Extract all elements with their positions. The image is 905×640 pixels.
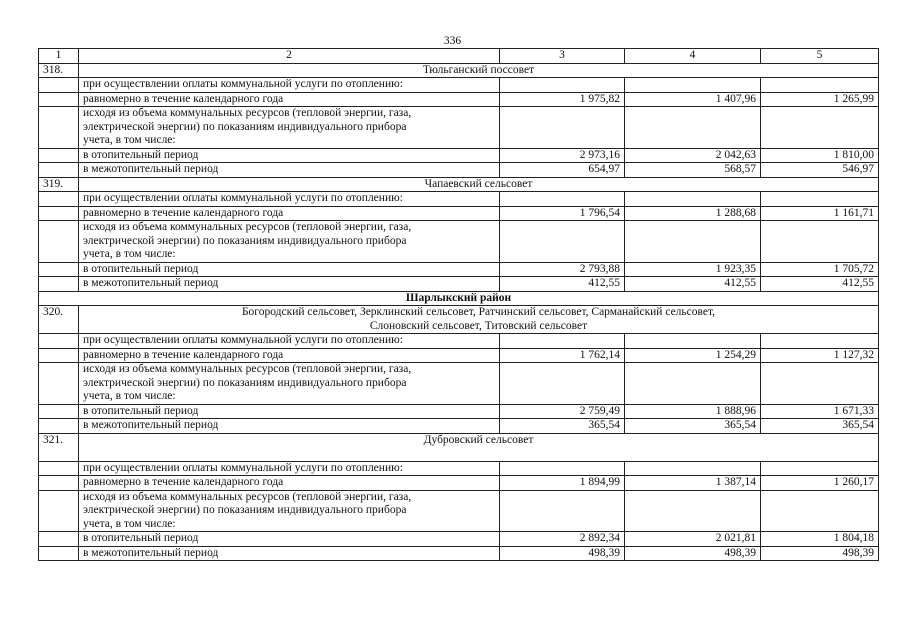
table-row <box>39 192 879 207</box>
row-label: равномерно в течение календарного года <box>79 92 500 107</box>
value-col-4: 498,39 <box>625 546 761 561</box>
table-row <box>39 92 879 107</box>
table-row <box>39 277 879 292</box>
value-col-3: 2 892,34 <box>500 532 625 547</box>
row-number-empty <box>39 461 79 476</box>
row-label <box>79 490 500 532</box>
cell-text-line: исходя из объема коммунальных ресурсов (тепловой энергии, газа, <box>83 363 412 375</box>
row-number: 319. <box>39 177 79 192</box>
row-label: в межотопительный период <box>79 277 500 292</box>
row-number-empty <box>39 163 79 178</box>
row-number: 320. <box>39 306 79 334</box>
row-number-empty <box>39 148 79 163</box>
row-label: в межотопительный период <box>79 419 500 434</box>
value-empty <box>500 221 625 263</box>
row-number-empty <box>39 404 79 419</box>
value-col-4: 568,57 <box>625 163 761 178</box>
value-empty <box>500 107 625 149</box>
column-header-row <box>39 49 879 64</box>
value-col-5: 546,97 <box>761 163 879 178</box>
value-empty <box>625 221 761 263</box>
table-row <box>39 348 879 363</box>
value-empty <box>625 490 761 532</box>
row-label: равномерно в течение календарного года <box>79 348 500 363</box>
row-number-empty <box>39 92 79 107</box>
table-row <box>39 546 879 561</box>
value-empty <box>500 78 625 93</box>
value-empty <box>761 221 879 263</box>
table-row <box>39 490 879 532</box>
tariff-table <box>38 48 879 561</box>
row-number-empty <box>39 206 79 221</box>
row-number-empty <box>39 277 79 292</box>
section-row <box>39 433 879 461</box>
row-label <box>79 107 500 149</box>
cell-text-line: учета, в том числе: <box>83 248 176 260</box>
district-row <box>39 291 879 306</box>
row-label: при осуществлении оплаты коммунальной услуги по отоплению: <box>79 192 500 207</box>
value-col-3: 498,39 <box>500 546 625 561</box>
table-row <box>39 334 879 349</box>
row-number-empty <box>39 107 79 149</box>
value-col-4: 1 923,35 <box>625 262 761 277</box>
value-col-5: 1 265,99 <box>761 92 879 107</box>
cell-text-line: электрической энергии) по показаниям индивидуального прибора <box>83 376 407 389</box>
cell-text-line: электрической энергии) по показаниям индивидуального прибора <box>83 504 407 516</box>
table-row <box>39 78 879 93</box>
section-title <box>79 433 879 461</box>
table-row <box>39 221 879 263</box>
table-row <box>39 206 879 221</box>
row-number-empty <box>39 490 79 532</box>
section-row <box>39 177 879 192</box>
value-col-5: 365,54 <box>761 419 879 434</box>
value-empty <box>761 363 879 405</box>
row-label: равномерно в течение календарного года <box>79 476 500 491</box>
value-col-4: 412,55 <box>625 277 761 292</box>
value-empty <box>500 334 625 349</box>
table-row <box>39 532 879 547</box>
cell-text-line: учета, в том числе: <box>83 390 176 402</box>
table-row <box>39 461 879 476</box>
table-row <box>39 262 879 277</box>
value-col-4: 1 254,29 <box>625 348 761 363</box>
row-label: в межотопительный период <box>79 546 500 561</box>
cell-text-line: исходя из объема коммунальных ресурсов (тепловой энергии, газа, <box>83 490 412 503</box>
row-number-empty <box>39 363 79 405</box>
row-label <box>79 363 500 405</box>
row-number-empty <box>39 192 79 207</box>
table-row <box>39 148 879 163</box>
row-number-empty <box>39 419 79 434</box>
cell-text-line <box>83 447 874 461</box>
table-row <box>39 476 879 491</box>
column-header: 4 <box>625 49 761 64</box>
row-label: в отопительный период <box>79 532 500 547</box>
row-label: при осуществлении оплаты коммунальной услуги по отоплению: <box>79 461 500 476</box>
row-label: в отопительный период <box>79 148 500 163</box>
cell-text-line: Слоновский сельсовет, Титовский сельсовет <box>369 319 588 332</box>
value-empty <box>625 461 761 476</box>
row-number-empty <box>39 476 79 491</box>
cell-text-line: электрической энергии) по показаниям индивидуального прибора <box>83 234 407 247</box>
cell-text-line: учета, в том числе: <box>83 517 176 530</box>
value-col-5: 1 671,33 <box>761 404 879 419</box>
row-number-empty <box>39 78 79 93</box>
value-empty <box>761 78 879 93</box>
cell-text-line: Богородский сельсовет, Зерклинский сельсовет, Ратчинский сельсовет, Сарманайский сельсовет, <box>241 306 716 318</box>
value-empty <box>761 334 879 349</box>
table-row <box>39 404 879 419</box>
value-empty <box>625 363 761 405</box>
section-title <box>79 306 879 334</box>
value-empty <box>625 107 761 149</box>
column-header: 2 <box>79 49 500 64</box>
value-col-4: 1 888,96 <box>625 404 761 419</box>
value-empty <box>625 192 761 207</box>
value-col-3: 2 759,49 <box>500 404 625 419</box>
table-row <box>39 107 879 149</box>
cell-text-line: учета, в том числе: <box>83 134 176 146</box>
value-col-5: 1 705,72 <box>761 262 879 277</box>
column-header: 1 <box>39 49 79 64</box>
value-col-4: 1 387,14 <box>625 476 761 491</box>
value-col-5: 1 260,17 <box>761 476 879 491</box>
value-empty <box>761 490 879 532</box>
cell-text-line: электрической энергии) по показаниям индивидуального прибора <box>83 120 407 133</box>
value-empty <box>625 334 761 349</box>
row-number-empty <box>39 221 79 263</box>
value-col-4: 2 021,81 <box>625 532 761 547</box>
section-title: Тюльганский поссовет <box>79 63 879 78</box>
row-number: 321. <box>39 433 79 461</box>
row-number-empty <box>39 348 79 363</box>
value-empty <box>500 461 625 476</box>
page-number: 336 <box>443 35 462 47</box>
section-title: Чапаевский сельсовет <box>79 177 879 192</box>
table-row <box>39 419 879 434</box>
section-row <box>39 63 879 78</box>
row-number: 318. <box>39 63 79 78</box>
row-label: при осуществлении оплаты коммунальной услуги по отоплению: <box>79 78 500 93</box>
value-empty <box>500 490 625 532</box>
value-col-5: 1 804,18 <box>761 532 879 547</box>
value-empty <box>761 107 879 149</box>
value-empty <box>761 192 879 207</box>
value-col-3: 1 796,54 <box>500 206 625 221</box>
value-col-4: 1 407,96 <box>625 92 761 107</box>
value-col-4: 1 288,68 <box>625 206 761 221</box>
value-col-3: 1 975,82 <box>500 92 625 107</box>
row-label: в межотопительный период <box>79 163 500 178</box>
row-label: в отопительный период <box>79 262 500 277</box>
value-col-5: 412,55 <box>761 277 879 292</box>
row-number-empty <box>39 334 79 349</box>
cell-text-line: исходя из объема коммунальных ресурсов (тепловой энергии, газа, <box>83 221 412 233</box>
value-col-5: 1 161,71 <box>761 206 879 221</box>
row-label: равномерно в течение календарного года <box>79 206 500 221</box>
row-number-empty <box>39 532 79 547</box>
row-label: в отопительный период <box>79 404 500 419</box>
value-empty <box>761 461 879 476</box>
district-title: Шарлыкский район <box>39 291 879 306</box>
table-row <box>39 363 879 405</box>
value-col-3: 2 973,16 <box>500 148 625 163</box>
value-empty <box>625 78 761 93</box>
table-row <box>39 163 879 178</box>
value-col-5: 1 810,00 <box>761 148 879 163</box>
value-col-4: 2 042,63 <box>625 148 761 163</box>
value-col-4: 365,54 <box>625 419 761 434</box>
section-row <box>39 306 879 334</box>
cell-text-line: исходя из объема коммунальных ресурсов (тепловой энергии, газа, <box>83 107 412 119</box>
value-col-3: 654,97 <box>500 163 625 178</box>
value-col-3: 412,55 <box>500 277 625 292</box>
value-col-3: 365,54 <box>500 419 625 434</box>
row-label: при осуществлении оплаты коммунальной услуги по отоплению: <box>79 334 500 349</box>
value-col-3: 1 762,14 <box>500 348 625 363</box>
value-col-5: 1 127,32 <box>761 348 879 363</box>
row-label <box>79 221 500 263</box>
value-col-3: 2 793,88 <box>500 262 625 277</box>
value-col-3: 1 894,99 <box>500 476 625 491</box>
row-number-empty <box>39 546 79 561</box>
value-empty <box>500 192 625 207</box>
column-header: 5 <box>761 49 879 64</box>
cell-text-line: Дубровский сельсовет <box>423 433 534 446</box>
value-empty <box>500 363 625 405</box>
column-header: 3 <box>500 49 625 64</box>
row-number-empty <box>39 262 79 277</box>
value-col-5: 498,39 <box>761 546 879 561</box>
